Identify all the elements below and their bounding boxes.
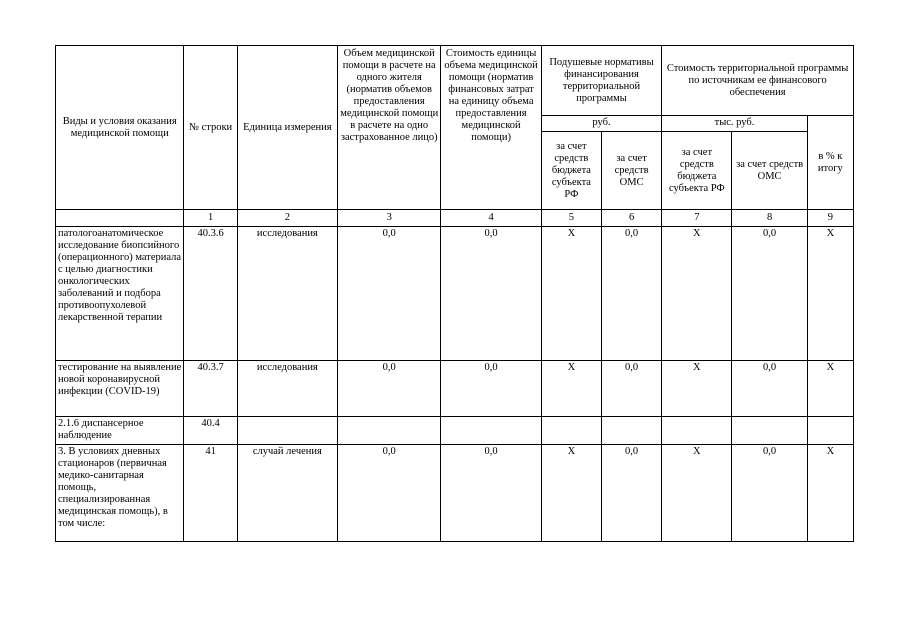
header-budget-thous: за счет средств бюджета субъекта РФ (662, 132, 732, 210)
cell-volume: 0,0 (338, 445, 441, 542)
row-name: 2.1.6 диспансерное наблюдение (56, 417, 184, 445)
row-name: 3. В условиях дневных стационаров (первичная медико-санитарная помощь, специализированная медицинская помощь), в том числе: (56, 445, 184, 542)
header-rub: руб. (541, 116, 661, 132)
cell-percent: Х (807, 445, 853, 542)
cell-budget-thous: Х (662, 361, 732, 417)
col-number: 8 (732, 210, 807, 227)
row-number: 40.3.7 (184, 361, 237, 417)
row-number: 40.3.6 (184, 227, 237, 361)
row-unit (237, 417, 337, 445)
cell-oms-rub: 0,0 (602, 227, 662, 361)
col-number: 9 (807, 210, 853, 227)
medical-care-table (55, 45, 854, 542)
cell-oms-rub (602, 417, 662, 445)
header-program-cost: Стоимость территориальной программы по источникам ее финансового обеспечения (662, 46, 854, 116)
header-per-capita: Подушевые нормативы финансирования территориальной программы (541, 46, 661, 116)
col-number: 7 (662, 210, 732, 227)
header-oms-thous: за счет средств ОМС (732, 132, 807, 210)
cell-cost: 0,0 (441, 361, 541, 417)
row-name: патологоанатомическое исследование биопсийного (операционного) материала с целью диагностики онкологических заболеваний и подбора противоопухолевой лекарственной терапии (56, 227, 184, 361)
col-number: 2 (237, 210, 337, 227)
cell-volume: 0,0 (338, 361, 441, 417)
cell-cost (441, 417, 541, 445)
table-row (56, 361, 854, 417)
col-number-empty (56, 210, 184, 227)
cell-volume: 0,0 (338, 227, 441, 361)
cell-oms-rub: 0,0 (602, 445, 662, 542)
col-number: 4 (441, 210, 541, 227)
cell-cost: 0,0 (441, 445, 541, 542)
col-number: 3 (338, 210, 441, 227)
header-kind: Виды и условия оказания медицинской помощи (56, 46, 184, 210)
cell-cost: 0,0 (441, 227, 541, 361)
cell-percent: Х (807, 361, 853, 417)
cell-budget-thous: Х (662, 445, 732, 542)
header-unit: Единица измерения (237, 46, 337, 210)
row-unit: исследования (237, 361, 337, 417)
row-number: 40.4 (184, 417, 237, 445)
cell-budget-rub: Х (541, 445, 601, 542)
row-unit: исследования (237, 227, 337, 361)
row-unit: случай лечения (237, 445, 337, 542)
row-name: тестирование на выявление новой коронавирусной инфекции (COVID-19) (56, 361, 184, 417)
header-cost: Стоимость единицы объема медицинской помощи (норматив финансовых затрат на единицу объема предоставления медицинской помощи) (441, 46, 541, 210)
col-number: 5 (541, 210, 601, 227)
cell-oms-thous: 0,0 (732, 227, 807, 361)
cell-oms-thous: 0,0 (732, 361, 807, 417)
cell-budget-rub: Х (541, 227, 601, 361)
header-budget-rub: за счет средств бюджета субъекта РФ (541, 132, 601, 210)
cell-budget-rub (541, 417, 601, 445)
cell-oms-thous (732, 417, 807, 445)
cell-oms-thous: 0,0 (732, 445, 807, 542)
cell-percent: Х (807, 227, 853, 361)
header-volume: Объем медицинской помощи в расчете на одного жителя (норматив объемов предоставления медицинской помощи в расчете на одно застрахованное лицо) (338, 46, 441, 210)
header-oms-rub: за счет средств ОМС (602, 132, 662, 210)
table-row (56, 227, 854, 361)
cell-percent (807, 417, 853, 445)
row-number: 41 (184, 445, 237, 542)
table-row (56, 417, 854, 445)
cell-budget-thous (662, 417, 732, 445)
col-number: 1 (184, 210, 237, 227)
header-percent: в % к итогу (807, 116, 853, 210)
cell-oms-rub: 0,0 (602, 361, 662, 417)
cell-volume (338, 417, 441, 445)
cell-budget-rub: Х (541, 361, 601, 417)
col-number: 6 (602, 210, 662, 227)
table-row (56, 445, 854, 542)
header-thous-rub: тыс. руб. (662, 116, 808, 132)
header-row-no: № строки (184, 46, 237, 210)
cell-budget-thous: Х (662, 227, 732, 361)
